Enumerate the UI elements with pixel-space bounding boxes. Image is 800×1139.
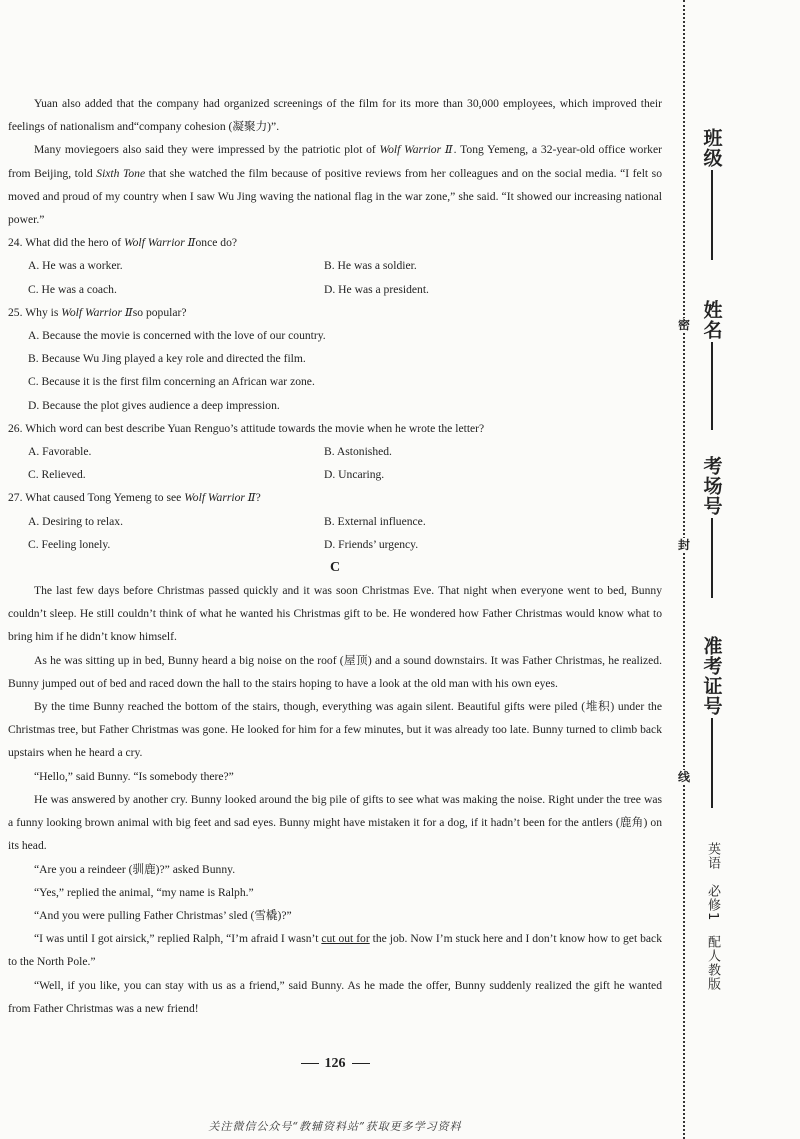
question-number: 24. (8, 236, 23, 250)
film-title: Wolf Warrior Ⅱ (61, 305, 133, 319)
options-25 (8, 324, 662, 417)
main-content (8, 92, 662, 1020)
option-d[interactable]: D. Because the plot gives audience a deep impression. (28, 398, 280, 412)
question-text: Why is (25, 305, 62, 319)
question-number: 26. (8, 421, 23, 435)
passage-c-paragraph: By the time Bunny reached the bottom of the stairs, though, everything was again silent. Beautiful gifts were piled (堆积) under the Christmas tree, but Father Christmas was gone. He looked for him for a few minutes, but it was already too late. Bunny turned to climb back upstairs when he heard a cry. (8, 700, 662, 760)
film-title: Wolf Warrior Ⅱ (379, 143, 454, 157)
passage-b-paragraph: Yuan also added that the company had organized screenings of the film for its more than 30,000 employees, which improved their feelings of nationalism and“company cohesion (凝聚力)”. (8, 97, 662, 134)
option-a[interactable]: A. Favorable. (28, 445, 92, 459)
option-c[interactable]: C. Because it is the first film concerning an African war zone. (28, 375, 315, 389)
option-c[interactable]: C. Relieved. (28, 468, 86, 482)
option-c[interactable]: C. Feeling lonely. (28, 537, 111, 551)
question-text: ? (255, 491, 261, 505)
newspaper-title: Sixth Tone (96, 166, 146, 180)
class-label: 班级 (700, 128, 723, 168)
option-a[interactable]: A. Because the movie is concerned with the love of our country. (28, 329, 326, 343)
question-24 (8, 231, 662, 254)
passage-c-paragraph: “Yes,” replied the animal, “my name is Ralph.” (34, 885, 254, 899)
question-number: 25. (8, 305, 23, 319)
exam-room-label: 考场号 (700, 456, 723, 516)
write-line[interactable] (711, 518, 713, 598)
exam-room-field[interactable] (700, 456, 724, 598)
passage-b-paragraph (8, 138, 662, 231)
seal-mark: 封 (677, 538, 690, 552)
passage-c-paragraph: “Are you a reindeer (驯鹿)?” asked Bunny. (34, 862, 236, 876)
question-number: 27. (8, 491, 23, 505)
passage-c-paragraph: He was answered by another cry. Bunny looked around the big pile of gifts to see what was making the noise. Right under the tree was a funny looking brown animal with big feet and sad eyes. Bunny might have mistaken it for a dog, if it hadn’t been for the antlers (鹿角) on its head. (8, 792, 662, 853)
name-label: 姓名 (700, 300, 723, 340)
options-27 (8, 510, 662, 556)
option-b[interactable]: B. Astonished. (324, 445, 392, 459)
write-line[interactable] (711, 170, 713, 260)
question-26 (8, 417, 662, 440)
footer-note: 关注微信公众号“教辅资料站”获取更多学习资料 (208, 1120, 462, 1133)
option-b[interactable]: B. Because Wu Jing played a key role and directed the film. (28, 352, 306, 366)
film-title: Wolf Warrior Ⅱ (184, 491, 256, 505)
question-text: What did the hero of (25, 236, 125, 250)
options-26 (8, 440, 662, 486)
text-run: that she watched the film because of positive reviews from her colleagues and on the social media. “I felt so moved and proud of my country when I saw Wu Jing waving the national flag in the war zone,” she said. “It showed our increasing national power.” (8, 166, 662, 227)
seal-mark: 线 (677, 770, 690, 784)
passage-c-title: C (329, 560, 341, 576)
option-c[interactable]: C. He was a coach. (28, 282, 117, 296)
write-line[interactable] (711, 342, 713, 430)
option-a[interactable]: A. He was a worker. (28, 259, 123, 273)
text-run: “I was until I got airsick,” replied Ralph, “I’m afraid I wasn’t (34, 932, 322, 946)
question-25 (8, 301, 662, 324)
question-text: Which word can best describe Yuan Renguo’s attitude towards the movie when he wrote the letter? (25, 421, 485, 435)
write-line[interactable] (711, 718, 713, 808)
passage-c-paragraph: As he was sitting up in bed, Bunny heard a big noise on the roof (屋顶) and a sound downstairs. It was Father Christmas, he realized. Bunny jumped out of bed and raced down the hall to the stairs hoping to have a look at the old man with his own eyes. (8, 653, 662, 690)
seal-mark: 密 (677, 318, 690, 332)
admission-number-field[interactable] (700, 636, 724, 808)
option-d[interactable]: D. Uncaring. (324, 468, 385, 482)
admission-number-label: 准考证号 (700, 636, 723, 716)
passage-c-paragraph: “And you were pulling Father Christmas’ sled (雪橇)?” (34, 908, 292, 922)
options-24 (8, 254, 662, 300)
option-b[interactable]: B. He was a soldier. (324, 259, 417, 273)
passage-c-paragraph: “Well, if you like, you can stay with us as a friend,” said Bunny. As he made the offer, Bunny suddenly realized the gift he wanted from Father Christmas was a new friend! (8, 978, 662, 1015)
page-number-text: 126 (324, 1056, 346, 1071)
passage-c-paragraph (8, 927, 662, 973)
text-run: the job. Now I’m stuck here and I don’t know how to get back to the North Pole.” (8, 932, 662, 969)
question-27 (8, 486, 662, 509)
passage-c-paragraph: The last few days before Christmas passed quickly and it was soon Christmas Eve. That night when everyone went to bed, Bunny couldn’t sleep. He still couldn’t think of what he wanted his Christmas gift to be. He wondered how Father Christmas would know what to bring him if he didn’t know himself. (8, 584, 662, 644)
text-run: Many moviegoers also said they were impressed by the patriotic plot of (34, 143, 380, 157)
class-field[interactable] (700, 128, 724, 260)
option-a[interactable]: A. Desiring to relax. (28, 514, 123, 528)
question-text: once do? (195, 236, 238, 250)
question-text: What caused Tong Yemeng to see (25, 491, 185, 505)
cut-line (683, 0, 685, 1139)
film-title: Wolf Warrior Ⅱ (124, 236, 196, 250)
option-d[interactable]: D. He was a president. (324, 282, 429, 296)
option-b[interactable]: B. External influence. (324, 514, 426, 528)
question-text: so popular? (132, 305, 187, 319)
text-run: . Tong Yemeng, a 32-year-old office worker from Beijing, told (8, 143, 662, 180)
page-number (0, 1056, 670, 1072)
underlined-phrase: cut out for (321, 932, 370, 946)
name-field[interactable] (700, 300, 724, 430)
option-d[interactable]: D. Friends’ urgency. (324, 537, 419, 551)
passage-c-paragraph: “Hello,” said Bunny. “Is somebody there?” (34, 769, 234, 783)
subject-info: 英语 必修1 配人教版 (705, 842, 720, 992)
